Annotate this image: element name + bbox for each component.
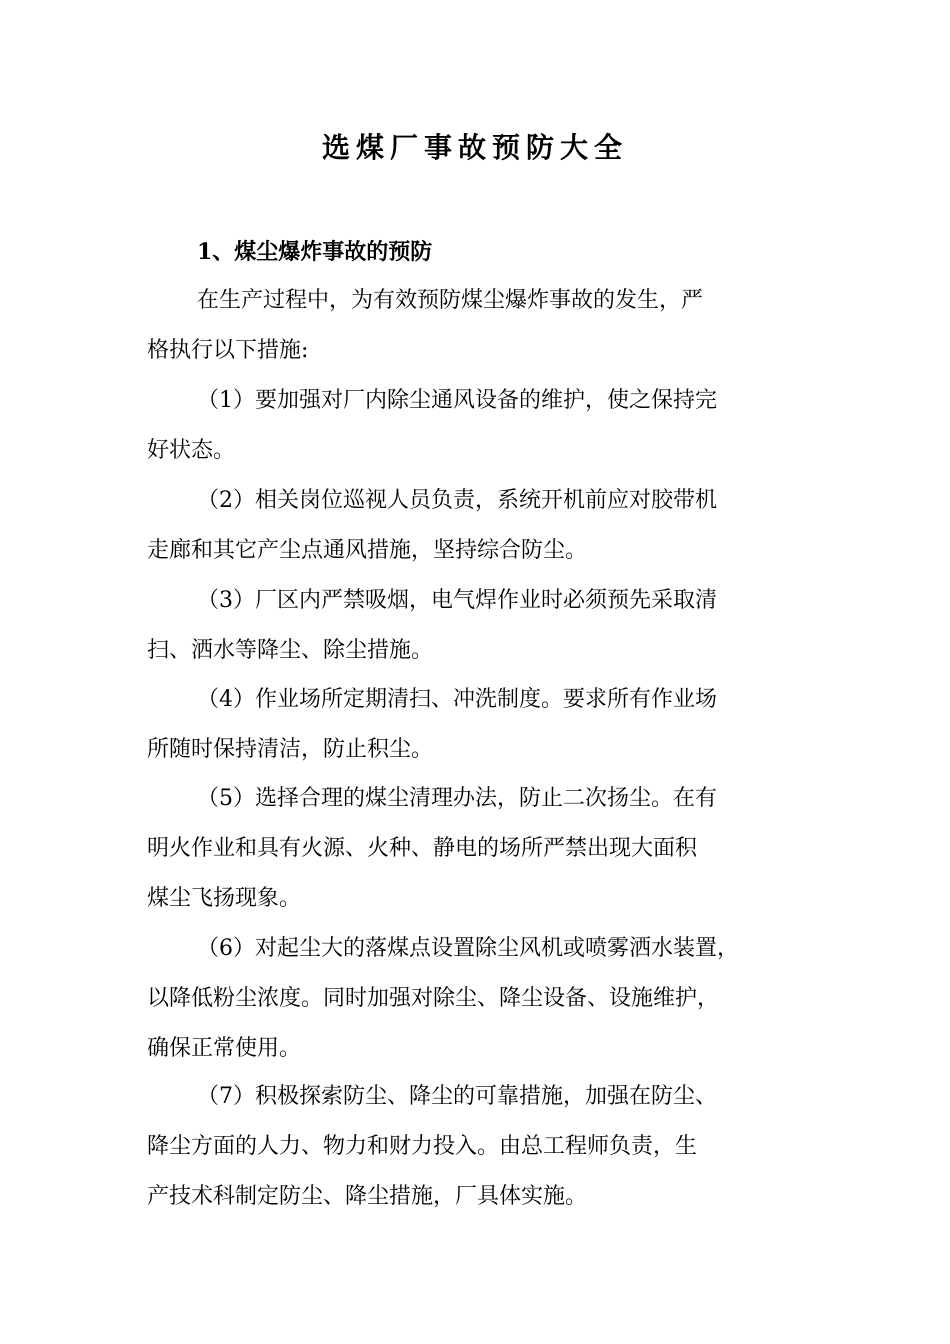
measure-item-7: [147, 1072, 817, 1222]
paragraph-line: 格执行以下措施:: [147, 338, 309, 363]
measure-item-3: [147, 576, 817, 676]
paragraph-line: 好状态。: [147, 438, 236, 463]
paragraph-line: 走廊和其它产尘点通风措施，坚持综合防尘。: [147, 538, 588, 563]
paragraph-line: （2）相关岗位巡视人员负责，系统开机前应对胶带机: [197, 488, 717, 513]
paragraph-line: （7）积极探索防尘、降尘的可靠措施，加强在防尘、: [197, 1084, 717, 1109]
intro-paragraph: [147, 276, 817, 376]
section-heading: 1、煤尘爆炸事故的预防: [197, 239, 433, 265]
paragraph-line: （3）厂区内严禁吸烟，电气焊作业时必须预先采取清: [197, 588, 717, 613]
paragraph-line: 以降低粉尘浓度。同时加强对除尘、降尘设备、设施维护，: [147, 986, 720, 1011]
paragraph-line: 降尘方面的人力、物力和财力投入。由总工程师负责，生: [147, 1134, 698, 1159]
paragraph-line: （5）选择合理的煤尘清理办法，防止二次扬尘。在有: [197, 786, 717, 811]
measure-item-4: [147, 675, 817, 775]
paragraph-line: 确保正常使用。: [147, 1036, 302, 1061]
paragraph-line: 明火作业和具有火源、火种、静电的场所严禁出现大面积: [147, 836, 698, 861]
paragraph-line: （6）对起尘大的落煤点设置除尘风机或喷雾洒水装置，: [197, 936, 739, 961]
paragraph-line: （1）要加强对厂内除尘通风设备的维护，使之保持完: [197, 388, 717, 413]
measure-item-5: [147, 774, 817, 924]
measure-item-1: [147, 376, 817, 476]
measure-item-2: [147, 476, 817, 576]
paragraph-line: 在生产过程中，为有效预防煤尘爆炸事故的发生，严: [197, 288, 704, 313]
paragraph-line: 所随时保持清洁，防止积尘。: [147, 737, 434, 762]
paragraph-line: 煤尘飞扬现象。: [147, 886, 302, 911]
paragraph-line: 产技术科制定防尘、降尘措施，厂具体实施。: [147, 1184, 588, 1209]
measure-item-6: [147, 924, 817, 1074]
document-title: 选煤厂事故预防大全: [321, 131, 628, 164]
paragraph-line: （4）作业场所定期清扫、冲洗制度。要求所有作业场: [197, 687, 717, 712]
paragraph-line: 扫、洒水等降尘、除尘措施。: [147, 638, 434, 663]
